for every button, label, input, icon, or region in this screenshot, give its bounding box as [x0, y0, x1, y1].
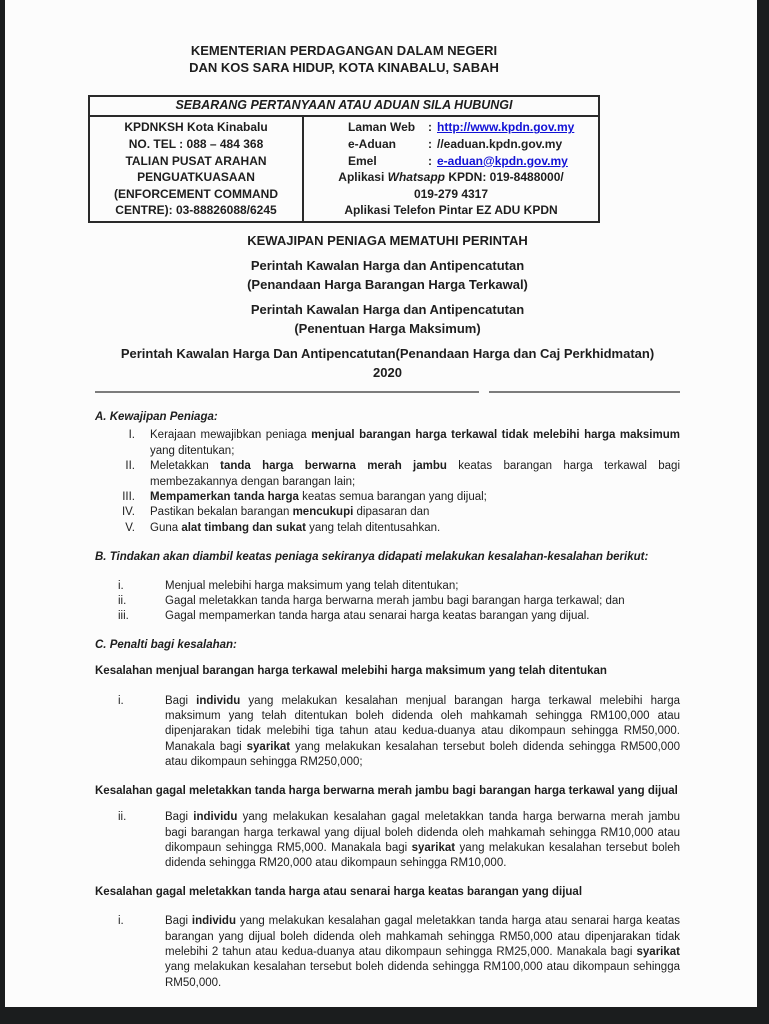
section-b-list — [95, 579, 680, 625]
order-3-year: 2020 — [373, 364, 402, 380]
item-numeral: i. — [118, 694, 124, 707]
whatsapp-number-2: 019-279 4317 — [413, 186, 489, 201]
whatsapp-line — [308, 169, 594, 186]
office-phone: NO. TEL : 088 – 484 368 — [128, 137, 264, 151]
order-title-1 — [95, 256, 680, 294]
list-item — [95, 521, 680, 536]
contact-table-title: SEBARANG PERTANYAAN ATAU ADUAN SILA HUBUNGI — [89, 96, 599, 116]
office-line: TALIAN PUSAT ARAHAN — [125, 153, 267, 168]
item-numeral: II. — [125, 460, 135, 473]
office-line: (ENFORCEMENT COMMAND — [114, 186, 278, 201]
contact-table — [88, 95, 600, 223]
item-text: Kerajaan mewajibkan peniaga menjual barangan harga terkawal tidak melebihi harga maksimum yang ditentukan; — [150, 429, 680, 457]
item-numeral: IV. — [121, 506, 135, 519]
channel-label: Emel — [348, 153, 377, 168]
order-title-3 — [95, 344, 680, 382]
ministry-name-line2: DAN KOS SARA HIDUP, KOTA KINABALU, SABAH — [189, 60, 499, 75]
list-item — [95, 459, 680, 490]
offence-subheading-2: Kesalahan gagal meletakkan tanda harga berwarna merah jambu bagi barangan harga terkawal yang dijual — [95, 784, 678, 797]
item-text: Guna alat timbang dan sukat yang telah ditentusahkan. — [150, 521, 441, 534]
penalty-paragraph-2 — [95, 810, 680, 872]
channel-separator: : — [428, 120, 432, 135]
whatsapp-number: KPDN: 019-8488000/ — [444, 170, 564, 185]
whatsapp-brand: Whatsapp — [387, 170, 445, 185]
divider-segment-left — [95, 391, 479, 393]
offence-subheading-3: Kesalahan gagal meletakkan tanda harga atau senarai harga keatas barangan yang dijual — [95, 885, 583, 898]
order-1-line2: (Penandaan Harga Barangan Harga Terkawal) — [247, 276, 528, 292]
list-item — [95, 505, 680, 520]
order-3-line1: Perintah Kawalan Harga Dan Antipencatutan(Penandaan Harga dan Caj Perkhidmatan) — [120, 345, 655, 361]
scan-edge-right — [757, 0, 769, 1024]
order-2-line2: (Penentuan Harga Maksimum) — [294, 320, 481, 336]
channel-label: Laman Web — [348, 120, 416, 135]
item-numeral: i. — [118, 915, 124, 928]
list-item — [95, 594, 680, 609]
list-item — [95, 579, 680, 594]
order-title-2 — [95, 300, 680, 338]
titles-block — [95, 231, 680, 382]
website-link[interactable]: http://www.kpdn.gov.my — [437, 120, 575, 135]
item-text: Gagal meletakkan tanda harga berwarna merah jambu bagi barangan harga terkawal; dan — [165, 595, 625, 608]
ministry-header — [88, 42, 600, 76]
office-line: PENGUATKUASAAN — [137, 170, 255, 185]
channel-separator: : — [428, 153, 432, 168]
office-line: CENTRE): 03-88826088/6245 — [115, 203, 277, 218]
email-link[interactable]: e-aduan@kpdn.gov.my — [437, 153, 568, 168]
penalty-text: Bagi individu yang melakukan kesalahan menjual barangan harga terkawal melebihi harga maksimum yang telah ditentukan boleh didenda oleh mahkamah sehingga RM100,000 atau dipenjarakan tidak melebihi tiga tahun atau kedua-duanya atau dikompaun sehingga RM50,000. Manakala bagi syarikat yang melakukan kesalahan tersebut boleh didenda sehingga RM500,000 atau dikompaun sehingga RM250,000; — [165, 694, 680, 769]
order-1-line1: Perintah Kawalan Harga dan Antipencatutan — [250, 257, 525, 273]
item-numeral: V. — [125, 521, 135, 534]
list-item — [95, 609, 680, 624]
contact-office-cell — [89, 116, 303, 222]
item-numeral: iii. — [118, 610, 129, 623]
item-text: Menjual melebihi harga maksimum yang telah ditentukan; — [165, 579, 459, 592]
document-content — [95, 0, 680, 991]
channel-row-email — [308, 153, 594, 170]
notice-title: KEWAJIPAN PENIAGA MEMATUHI PERINTAH — [247, 232, 528, 248]
ezadu-app-line: Aplikasi Telefon Pintar EZ ADU KPDN — [344, 203, 558, 218]
item-numeral: III. — [122, 491, 135, 503]
eaduan-address: //eaduan.kpdn.gov.my — [437, 137, 563, 151]
item-numeral: ii. — [118, 595, 127, 608]
item-numeral: ii. — [118, 811, 127, 824]
item-numeral: i. — [118, 579, 124, 592]
section-b-heading: B. Tindakan akan diambil keatas peniaga sekiranya didapati melakukan kesalahan-kesalahan berikut: — [95, 551, 649, 564]
penalty-paragraph-3 — [95, 914, 680, 991]
item-text: Mempamerkan tanda harga keatas semua barangan yang dijual; — [150, 491, 487, 503]
scan-edge-bottom — [0, 1007, 769, 1024]
list-item — [95, 490, 680, 505]
offence-subheading-1: Kesalahan menjual barangan harga terkawal melebihi harga maksimum yang telah ditentukan — [95, 665, 607, 678]
channel-row-web — [308, 119, 594, 136]
divider-segment-right — [489, 391, 680, 393]
item-text: Meletakkan tanda harga berwarna merah jambu keatas barangan harga terkawal bagi membezakannya dengan barangan lain; — [150, 460, 680, 488]
section-a-heading: A. Kewajipan Peniaga: — [95, 410, 218, 423]
section-a-list — [95, 428, 680, 536]
penalty-text: Bagi individu yang melakukan kesalahan gagal meletakkan tanda harga atau senarai harga keatas barangan yang dijual boleh didenda oleh mahkamah sehingga RM50,000 atau dipenjarakan tidak melebihi 2 tahun atau kedua-duanya atau dikompaun sehingga RM25,000. Manakala bagi syarikat yang melakukan kesalahan tersebut boleh didenda sehingga RM100,000 atau dikompaun sehingga RM50,000. — [165, 915, 680, 989]
list-item — [95, 428, 680, 459]
item-numeral: I. — [128, 429, 135, 442]
penalty-paragraph-1 — [95, 694, 680, 771]
scan-edge-left — [0, 0, 5, 1024]
section-divider — [95, 391, 680, 393]
ministry-name-line1: KEMENTERIAN PERDAGANGAN DALAM NEGERI — [190, 43, 498, 58]
channel-label: e-Aduan — [348, 137, 396, 151]
item-text: Pastikan bekalan barangan mencukupi dipasaran dan — [150, 506, 430, 519]
penalty-text: Bagi individu yang melakukan kesalahan gagal meletakkan tanda harga berwarna merah jambu bagi barangan harga terkawal yang dijual boleh didenda oleh mahkamah sehingga RM10,000 atau dikompaun sehingga RM5,000. Manakala bagi syarikat yang melakukan kesalahan tersebut boleh didenda sehingga RM20,000 atau dikompaun sehingga RM10,000. — [165, 811, 680, 870]
whatsapp-pre: Aplikasi — [338, 170, 388, 185]
order-2-line1: Perintah Kawalan Harga dan Antipencatutan — [250, 301, 525, 317]
item-text: Gagal mempamerkan tanda harga atau senarai harga keatas barangan yang dijual. — [165, 610, 590, 623]
section-c-heading: C. Penalti bagi kesalahan: — [95, 638, 237, 651]
channel-separator: : — [428, 137, 432, 151]
contact-channels-cell — [303, 116, 599, 222]
office-line: KPDNKSH Kota Kinabalu — [124, 120, 268, 135]
channel-row-eaduan — [308, 136, 594, 153]
